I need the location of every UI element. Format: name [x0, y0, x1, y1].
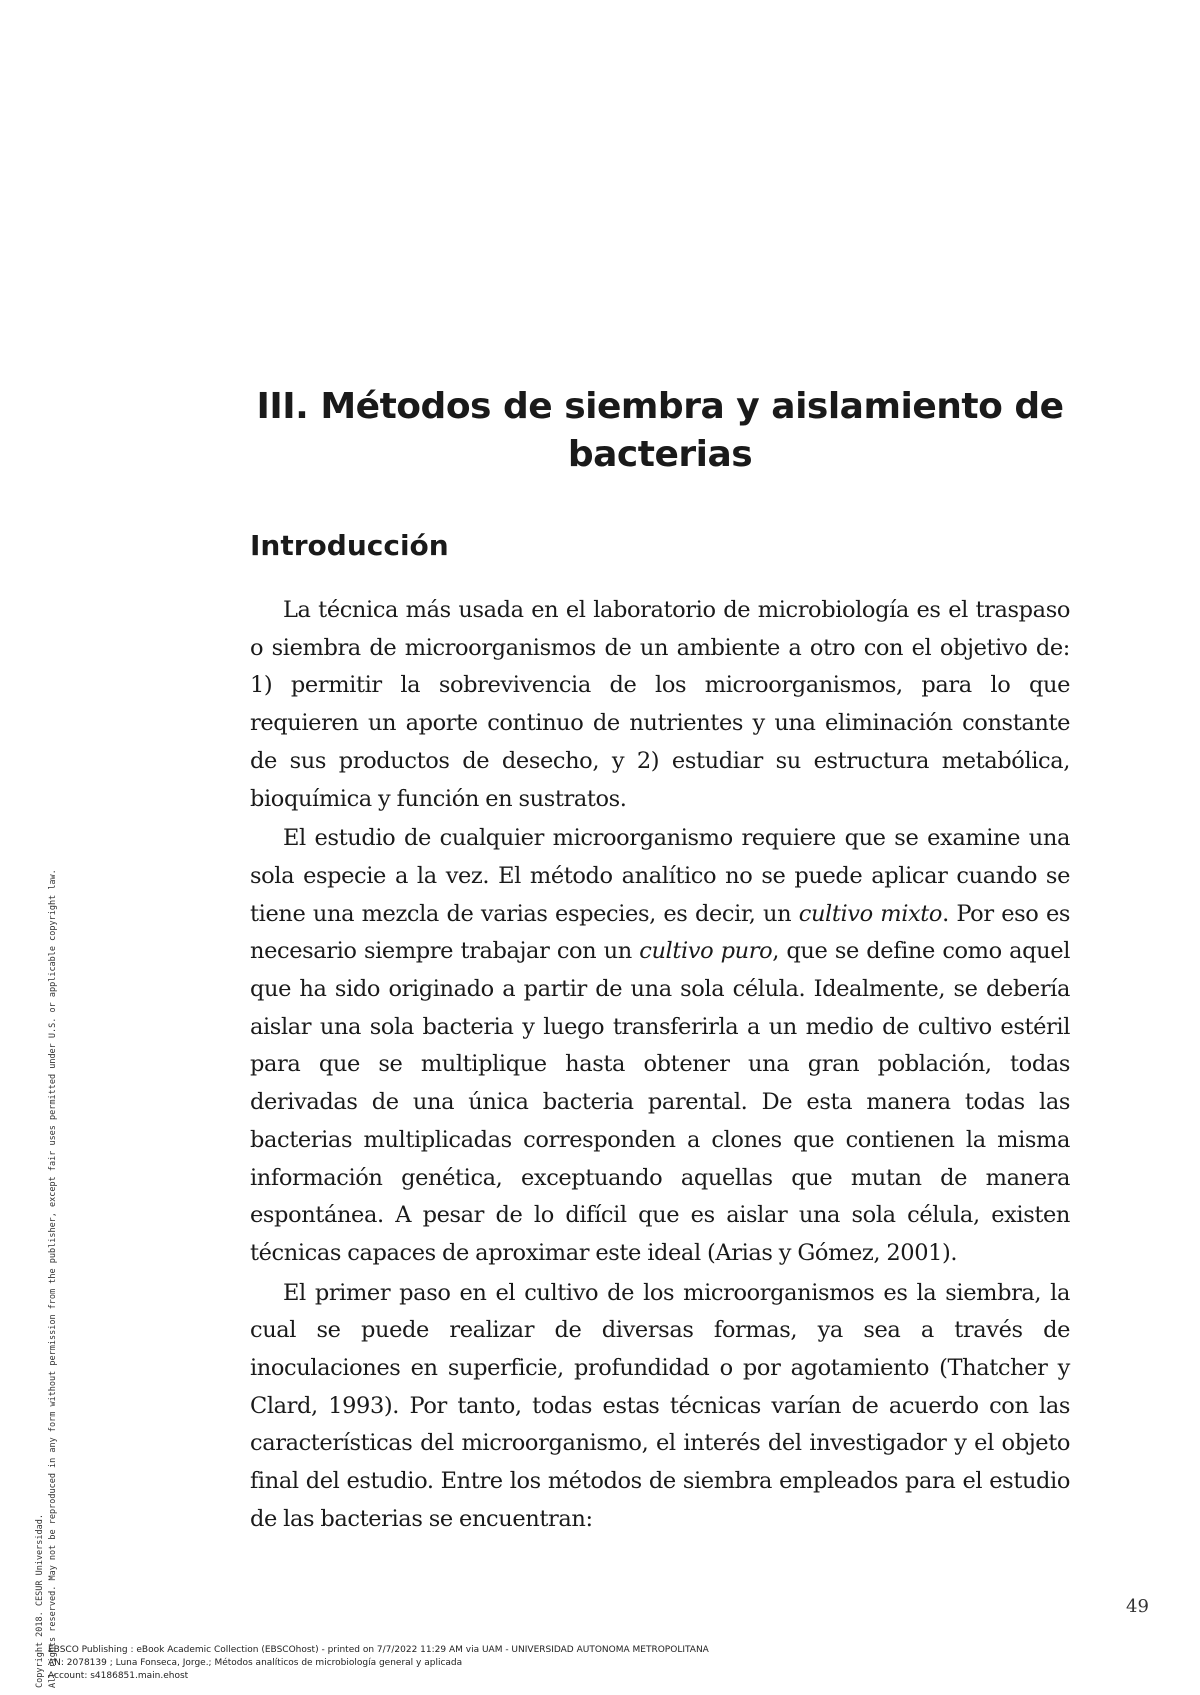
- section-heading: Introducción: [250, 529, 449, 562]
- paragraph-3: El primer paso en el cultivo de los microorganismos es la siembra, la cual se puede realizar de diversas formas, ya sea a través de inoculaciones en superficie, profundidad o por agotamiento (Thatcher y Clard, 1993). Por tanto, todas estas técnicas varían de acuerdo con las características del microorganismo, el interés del investigador y el objeto final del estudio. Entre los métodos de siembra empleados para el estudio de las bacterias se encuentran:: [250, 1279, 1070, 1532]
- paragraph-2: [250, 820, 1070, 1272]
- paragraph-1: La técnica más usada en el laboratorio de microbiología es el traspaso o siembra de microorganismos de un ambiente a otro con el objetivo de: 1) permitir la sobrevivencia de los microorganismos, para lo que requieren un aporte continuo de nutrientes y una eliminación constante de sus productos de desecho, y 2) estudiar su estructura metabólica, bioquímica y función en sustratos.: [250, 597, 1070, 812]
- body-text: [250, 592, 1070, 1539]
- paragraph-2-part-a: El estudio de cualquier microorganismo requiere que se examine una sola especie a la vez. El método analítico no se puede aplicar cuando se tiene una mezcla de varias especies, es decir, un: [250, 825, 1070, 927]
- paragraph-2-part-b: . Por eso es necesario siempre trabajar con un: [250, 900, 1071, 965]
- footer-line-1: EBSCO Publishing : eBook Academic Collection (EBSCOhost) - printed on 7/7/2022 11:29 AM via UAM - UNIVERSIDAD AUTONOMA METROPOLITANA: [48, 1645, 709, 1655]
- page-number: 49: [1126, 1596, 1149, 1617]
- side-notice-line-1: Copyright 2018. CESUR Universidad.: [35, 1514, 45, 1688]
- footer-line-2: AN: 2078139 ; Luna Fonseca, Jorge.; Métodos analíticos de microbiología general y aplicada: [48, 1658, 463, 1668]
- term-cultivo-mixto: cultivo mixto: [798, 900, 943, 927]
- copyright-side-notice: [34, 869, 60, 1688]
- side-notice-line-2: All rights reserved. May not be reproduced in any form without permission from the publisher, except fair uses permitted under U.S. or applicable copyright law.: [48, 869, 58, 1688]
- chapter-title: III. Métodos de siembra y aislamiento de bacterias: [256, 386, 1064, 475]
- paragraph-2-part-c: , que se define como aquel que ha sido originado a partir de una sola célula. Idealmente, se debería aislar una sola bacteria y luego transferirla a un medio de cultivo estéril para que se multiplique hasta obtener una gran población, todas derivadas de una única bacteria parental. De esta manera todas las bacterias multiplicadas corresponden a clones que contienen la misma información genética, exceptuando aquellas que mutan de manera espontánea. A pesar de lo difícil que es aislar una sola célula, existen técnicas capaces de aproximar este ideal (Arias y Gómez, 2001).: [250, 938, 1070, 1266]
- term-cultivo-puro: cultivo puro: [639, 938, 773, 965]
- footer-line-3: Account: s4186851.main.ehost: [48, 1671, 189, 1681]
- footer-notice: [48, 1644, 709, 1683]
